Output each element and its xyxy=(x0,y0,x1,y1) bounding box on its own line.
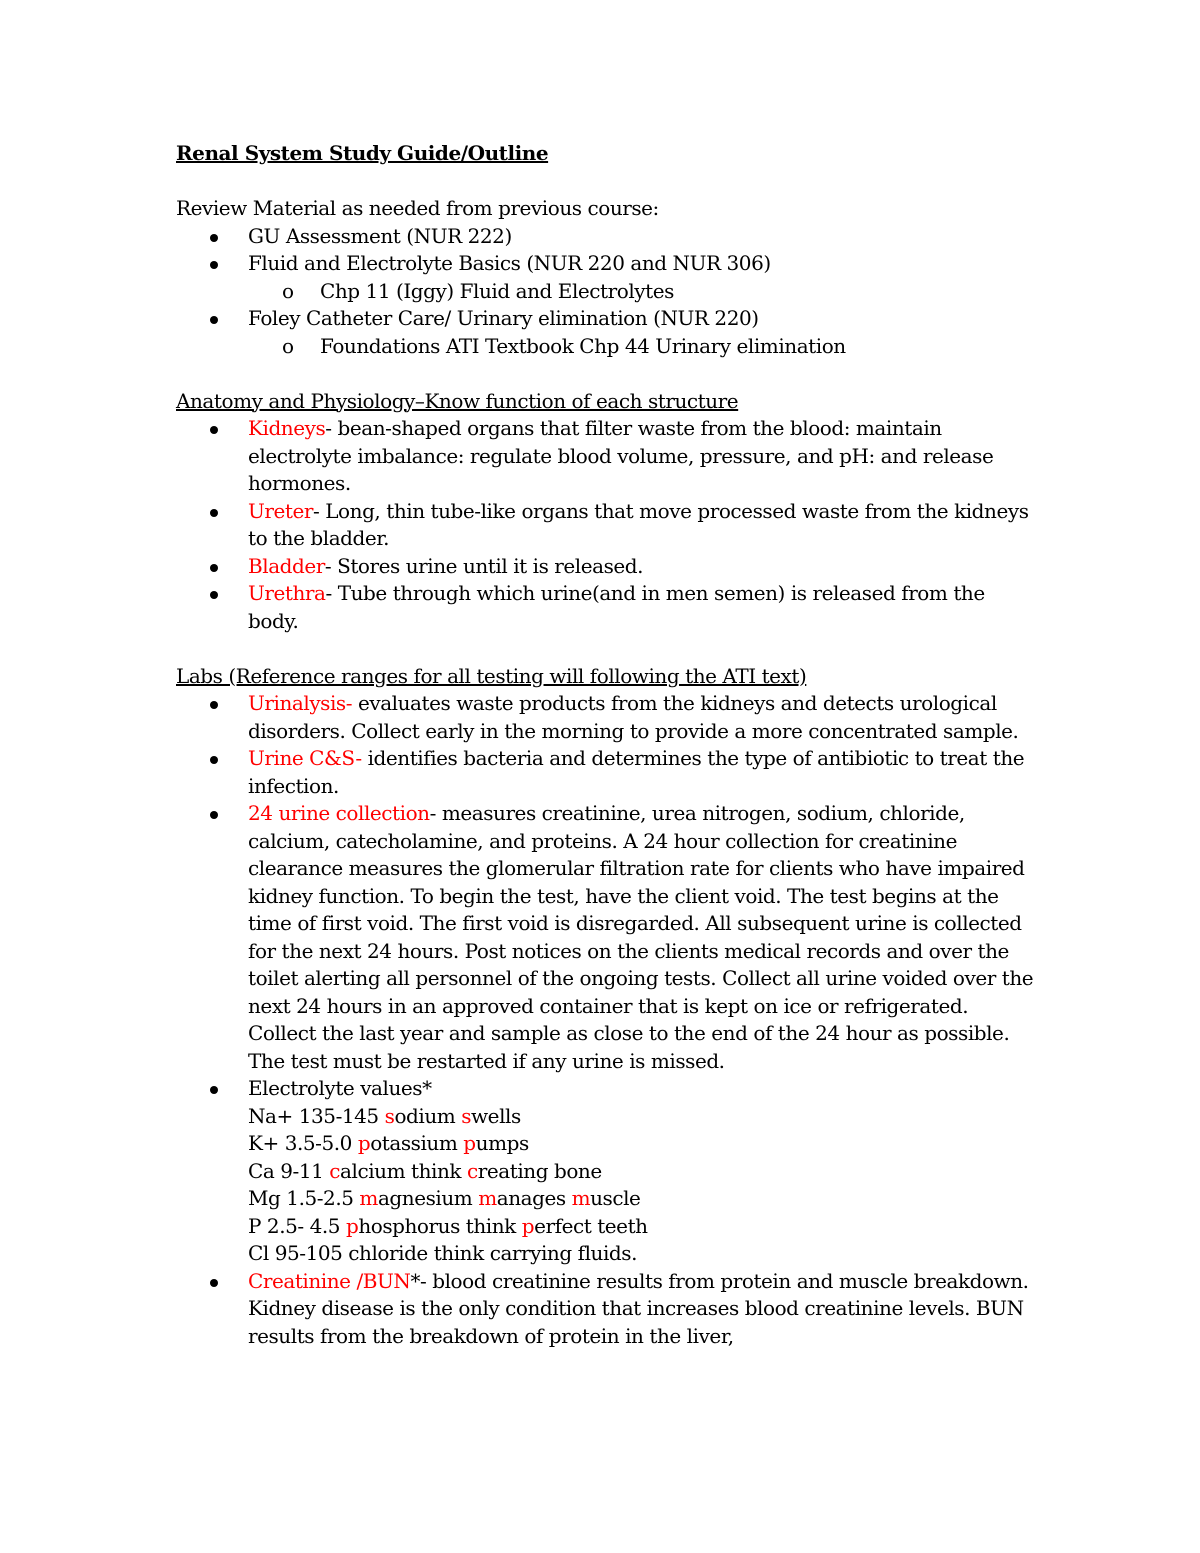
bullet-icon xyxy=(210,261,218,269)
bullet-icon xyxy=(210,1086,218,1094)
sub-list xyxy=(248,278,1036,306)
document-title: Renal System Study Guide/Outline xyxy=(176,141,549,165)
list-item: Creatinine /BUN*- blood creatinine results from protein and muscle breakdown. Kidney disease is the only condition that increases blood creatinine levels. BUN results from the breakdown of protein in the liver, xyxy=(176,1268,1036,1351)
labs-heading: Labs (Reference ranges for all testing will following the ATI text) xyxy=(176,663,807,688)
list-item: Ureter- Long, thin tube-like organs that move processed waste from the kidneys to the bladder. xyxy=(176,498,1036,553)
anatomy-heading: Anatomy and Physiology–Know function of each structure xyxy=(176,388,739,413)
electrolyte-na: Na+ 135-145 sodium swells xyxy=(248,1103,521,1128)
anatomy-list xyxy=(176,415,1036,635)
sub-list xyxy=(248,333,1036,361)
term-bladder: Bladder xyxy=(248,553,325,578)
sub-list-item: o Chp 11 (Iggy) Fluid and Electrolytes xyxy=(248,278,1036,306)
electrolyte-cl: Cl 95-105 chloride think carrying fluids. xyxy=(248,1241,637,1265)
hollow-bullet-icon: o xyxy=(282,333,294,358)
bullet-icon xyxy=(210,509,218,517)
list-item: Kidneys- bean-shaped organs that filter waste from the blood: maintain electrolyte imbalance: regulate blood volume, pressure, and pH: and release hormones. xyxy=(176,415,1036,498)
term-ureter: Ureter xyxy=(248,498,313,523)
term-creatinine-bun: Creatinine /BUN xyxy=(248,1268,411,1293)
sub-list-item: o Foundations ATI Textbook Chp 44 Urinary elimination xyxy=(248,333,1036,361)
bullet-icon xyxy=(210,316,218,324)
review-list xyxy=(176,223,1036,361)
list-item: Fluid and Electrolyte Basics (NUR 220 and NUR 306) o Chp 11 (Iggy) Fluid and Electrolytes xyxy=(176,250,1036,305)
term-urethra: Urethra xyxy=(248,581,326,605)
spacer xyxy=(176,635,1036,663)
list-item: Bladder- Stores urine until it is released. xyxy=(176,553,1036,581)
electrolyte-ca: Ca 9-11 calcium think creating bone xyxy=(248,1158,602,1183)
bullet-icon xyxy=(210,1279,218,1287)
hollow-bullet-icon: o xyxy=(282,278,294,303)
electrolyte-mg: Mg 1.5-2.5 magnesium manages muscle xyxy=(248,1186,641,1210)
bullet-icon xyxy=(210,564,218,572)
list-item: GU Assessment (NUR 222) xyxy=(176,223,1036,251)
bullet-icon xyxy=(210,811,218,819)
term-urine-cs: Urine C&S- xyxy=(248,746,362,770)
term-24-urine-collection: 24 urine collection xyxy=(248,801,430,825)
bullet-icon xyxy=(210,591,218,599)
spacer xyxy=(176,360,1036,388)
list-item: Urethra- Tube through which urine(and in men semen) is released from the body. xyxy=(176,580,1036,635)
list-item: Foley Catheter Care/ Urinary elimination (NUR 220) o Foundations ATI Textbook Chp 44 Urinary elimination xyxy=(176,305,1036,360)
term-kidneys: Kidneys xyxy=(248,416,326,440)
bullet-icon xyxy=(210,756,218,764)
list-item: Urinalysis- evaluates waste products from the kidneys and detects urological disorders. Collect early in the morning to provide a more concentrated sample. xyxy=(176,690,1036,745)
bullet-icon xyxy=(210,701,218,709)
bullet-icon xyxy=(210,426,218,434)
list-item: Urine C&S- identifies bacteria and determines the type of antibiotic to treat the infection. xyxy=(176,745,1036,800)
review-intro: Review Material as needed from previous course: xyxy=(176,196,659,220)
electrolyte-heading: Electrolyte values* xyxy=(248,1076,432,1100)
list-item xyxy=(176,1075,1036,1268)
labs-list xyxy=(176,690,1036,1350)
term-urinalysis: Urinalysis- xyxy=(248,691,353,715)
list-item: 24 urine collection- measures creatinine, urea nitrogen, sodium, chloride, calcium, catecholamine, and proteins. A 24 hour collection for creatinine clearance measures the glomerular filtration rate for clients who have impaired kidney function. To begin the test, have the client void. The test begins at the time of first void. The first void is disregarded. All subsequent urine is collected for the next 24 hours. Post notices on the clients medical records and over the toilet alerting all personnel of the ongoing tests. Collect all urine voided over the next 24 hours in an approved container that is kept on ice or refrigerated. Collect the last year and sample as close to the end of the 24 hour as possible. The test must be restarted if any urine is missed. xyxy=(176,800,1036,1075)
bullet-icon xyxy=(210,234,218,242)
electrolyte-k: K+ 3.5-5.0 potassium pumps xyxy=(248,1131,529,1155)
document-body xyxy=(176,140,1036,1350)
electrolyte-p: P 2.5- 4.5 phosphorus think perfect teeth xyxy=(248,1213,648,1238)
